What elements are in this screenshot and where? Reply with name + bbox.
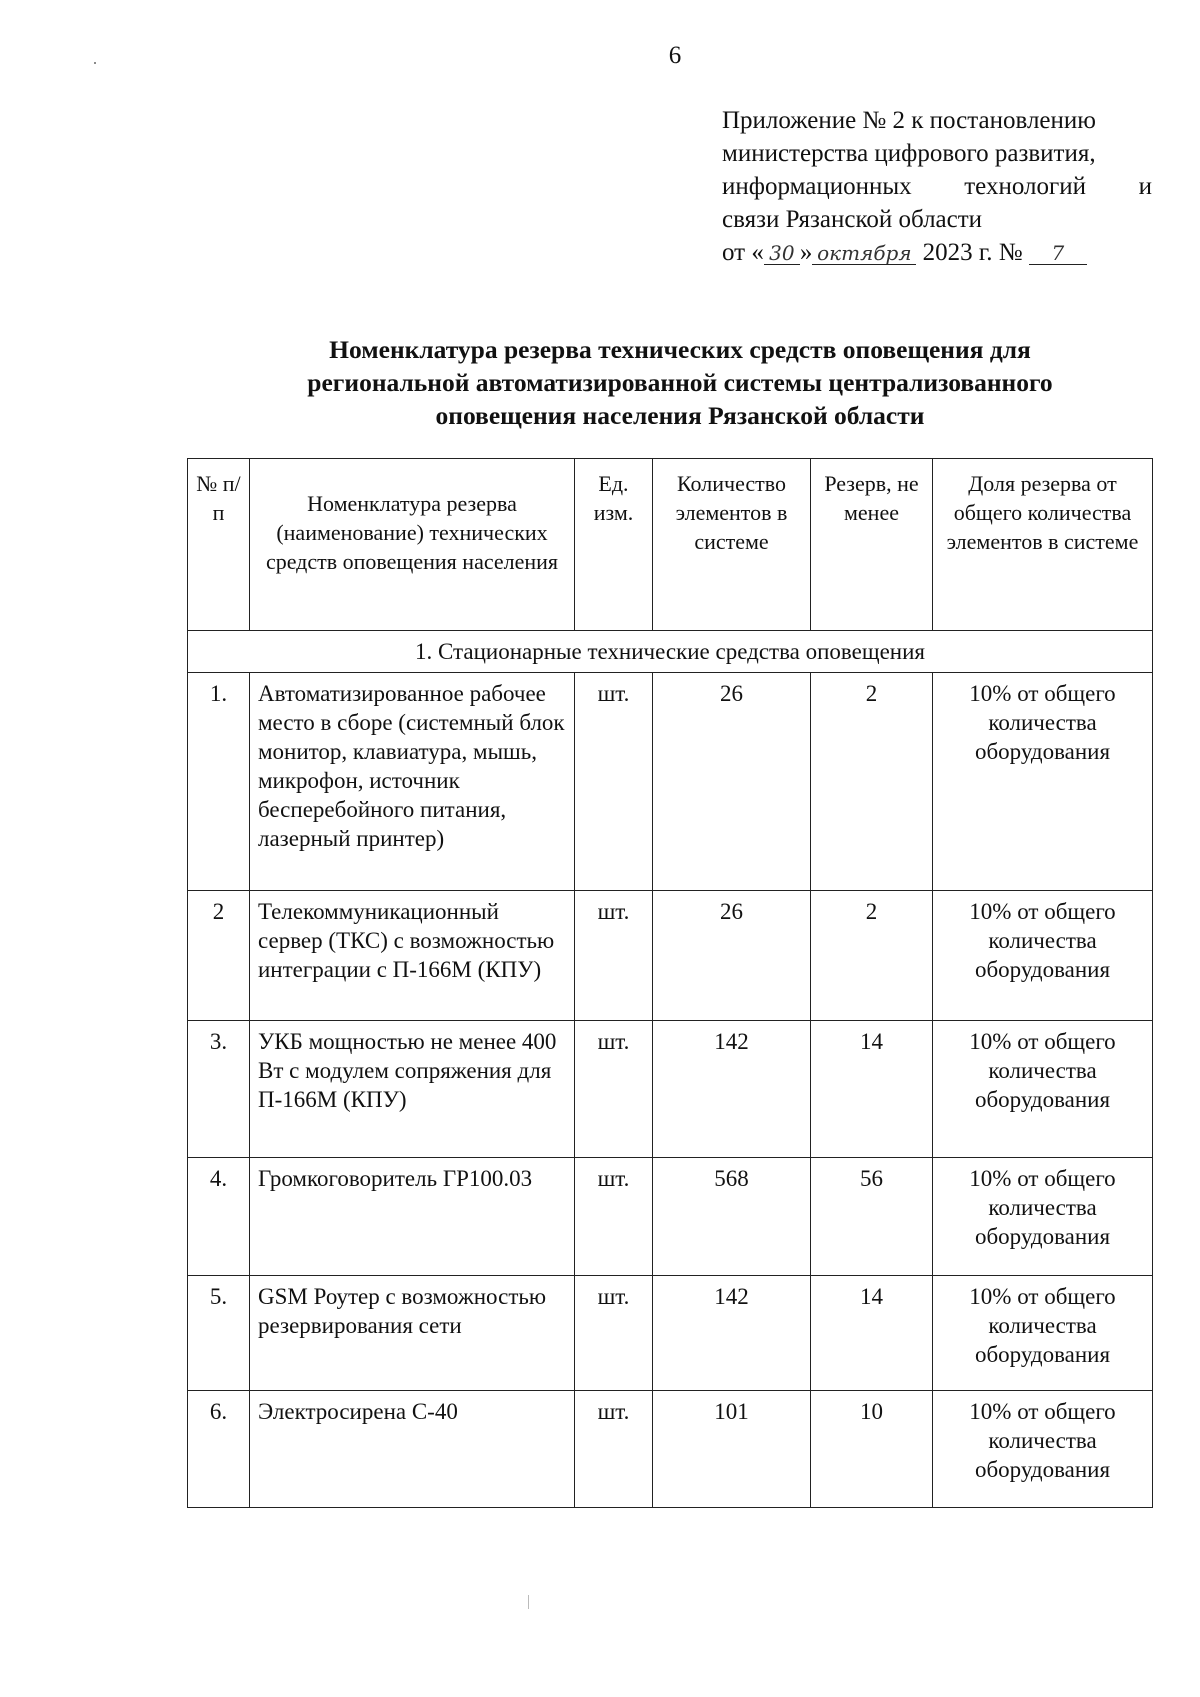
row-share: 10% от общего количества оборудования [933,1391,1153,1508]
row-reserve: 14 [811,1276,933,1391]
date-month: октября [812,242,916,265]
table-row [188,1391,1153,1508]
section-title: 1. Стационарные технические средства оповещения [188,631,1153,673]
scan-mark [528,1595,529,1609]
row-reserve: 14 [811,1021,933,1158]
row-reserve: 10 [811,1391,933,1508]
table-row [188,1276,1153,1391]
row-share: 10% от общего количества оборудования [933,1158,1153,1276]
row-num: 4. [188,1158,250,1276]
date-year: 2023 г. № [922,239,1023,266]
row-share: 10% от общего количества оборудования [933,673,1153,891]
appendix-block [722,104,1152,269]
row-name: GSM Роутер с возможностью резервирования сети [250,1276,575,1391]
row-name: Электросирена С-40 [250,1391,575,1508]
header-name: Номенклатура резерва (наименование) технических средств оповещения населения [250,459,575,631]
appendix-date-line [722,236,1152,269]
row-name: Громкоговоритель ГР100.03 [250,1158,575,1276]
appendix-line-3: информационных технологий и [722,173,1152,200]
row-name: УКБ мощностью не менее 400 Вт с модулем сопряжения для П-166М (КПУ) [250,1021,575,1158]
header-count: Количество элементов в системе [653,459,811,631]
title-line-1: Номенклатура резерва технических средств оповещения для [329,335,1031,364]
appendix-line-1: Приложение № 2 к постановлению [722,107,1096,134]
row-num: 6. [188,1391,250,1508]
row-reserve: 2 [811,891,933,1021]
row-count: 26 [653,891,811,1021]
title-line-2: региональной автоматизированной системы централизованного [307,368,1053,397]
table-row [188,891,1153,1021]
row-count: 568 [653,1158,811,1276]
date-prefix: от « [722,239,764,266]
row-num: 5. [188,1276,250,1391]
row-unit: шт. [575,891,653,1021]
header-num: № п/п [188,459,250,631]
date-day: 30 [764,242,800,265]
table-row [188,673,1153,891]
row-unit: шт. [575,1021,653,1158]
doc-number: 7 [1029,242,1087,265]
row-reserve: 56 [811,1158,933,1276]
table-header-row [188,459,1153,631]
section-row [188,631,1153,673]
row-share: 10% от общего количества оборудования [933,891,1153,1021]
row-unit: шт. [575,673,653,891]
row-num: 3. [188,1021,250,1158]
date-sep: » [799,239,813,266]
document-title [160,333,1200,432]
nomenclature-table [187,458,1153,1508]
row-count: 142 [653,1276,811,1391]
row-share: 10% от общего количества оборудования [933,1021,1153,1158]
row-name: Автоматизированное рабочее место в сборе (системный блок монитор, клавиатура, мышь, микрофон, источник бесперебойного питания, лазерный принтер) [250,673,575,891]
table-row [188,1158,1153,1276]
row-share: 10% от общего количества оборудования [933,1276,1153,1391]
table-row [188,1021,1153,1158]
header-unit: Ед. изм. [575,459,653,631]
row-unit: шт. [575,1276,653,1391]
row-num: 1. [188,673,250,891]
row-reserve: 2 [811,673,933,891]
appendix-line-2: министерства цифрового развития, [722,140,1096,167]
row-name: Телекоммуникационный сервер (ТКС) с возможностью интеграции с П-166М (КПУ) [250,891,575,1021]
title-line-3: оповещения населения Рязанской области [435,401,925,430]
row-unit: шт. [575,1158,653,1276]
row-count: 101 [653,1391,811,1508]
page-number: 6 [668,42,682,69]
header-reserve: Резерв, не менее [811,459,933,631]
row-count: 26 [653,673,811,891]
row-num: 2 [188,891,250,1021]
appendix-line-4: связи Рязанской области [722,206,983,233]
row-unit: шт. [575,1391,653,1508]
row-count: 142 [653,1021,811,1158]
header-share: Доля резерва от общего количества элементов в системе [933,459,1153,631]
